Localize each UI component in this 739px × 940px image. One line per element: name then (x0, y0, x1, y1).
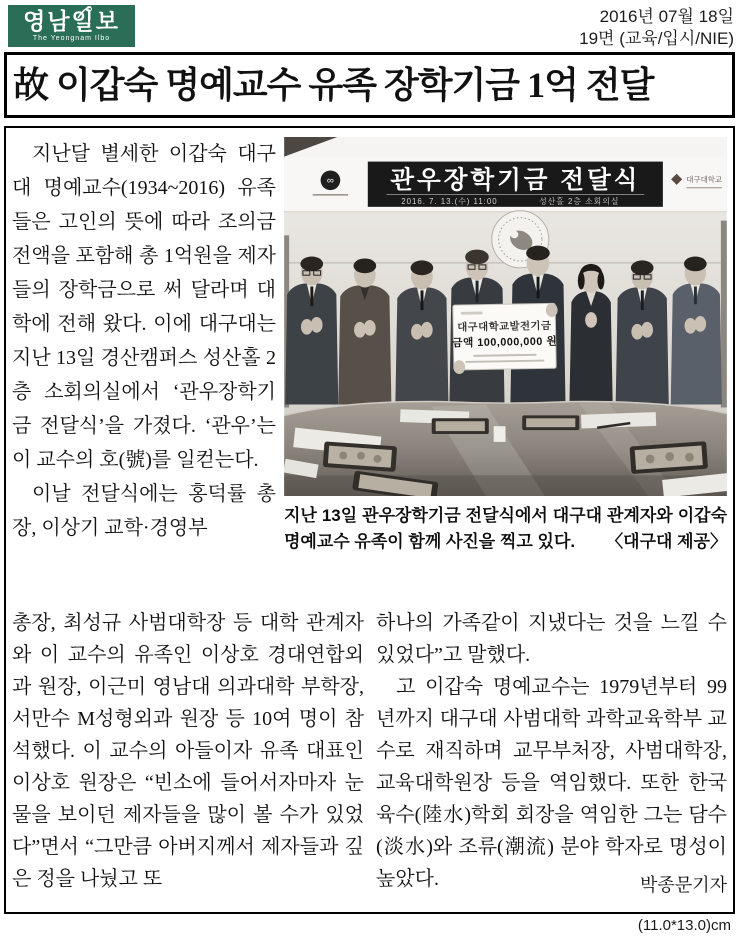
banner (284, 157, 727, 212)
issue-date: 2016년 07월 18일 (599, 7, 734, 26)
paragraph: 지난달 별세한 이갑숙 대구대 명예교수(1934~2016) 유족들은 고인의 뜻에 따라 조의금 전액을 포함해 총 1억원을 제자들의 장학금으로 써 달라며 대학에 전해 왔다. 이에 대구대는 지난 13일 경산캠퍼스 성산홀 2층 소회의실에서 ‘관우장학기금 전달식’을 가졌다. ‘관우’는 이 교수의 호(號)를 일컫는다. (12, 143, 276, 471)
news-photo-figure (284, 137, 727, 599)
paragraph: 총장, 최성규 사범대학장 등 대학 관계자와 이 교수의 유족인 이상호 경대연합외과 원장, 이근미 영남대 의과대학 부학장, 서만수 M성형외과 원장 등 10여 명이 참석했다. 이 교수의 아들이자 유족 대표인 이상호 원장은 “빈소에 들어서자마자 눈물을 보이던 제자들을 많이 볼 수가 있었다”면서 “그만큼 아버지께서 제자들과 깊은 정을 나눴고 또 (12, 612, 364, 890)
refreshment-tray (630, 441, 708, 474)
article-top-row (12, 137, 727, 599)
clipping-size-note: (11.0*13.0)cm (637, 917, 731, 934)
news-photo (284, 137, 727, 496)
article-column-3 (376, 607, 727, 901)
refreshment-tray (432, 418, 489, 434)
ceiling (284, 137, 727, 159)
article-column-2 (12, 607, 364, 901)
reporter-byline: 박종문기자 (640, 875, 727, 895)
article-headline: 故 이갑숙 명예교수 유족 장학기금 1억 전달 (13, 65, 654, 105)
photo-credit: 〈대구대 제공〉 (600, 529, 727, 555)
logo-subtitle: The Yeongnam Ilbo (32, 35, 111, 42)
place-card (494, 426, 506, 442)
newspaper-logo (8, 5, 135, 47)
page-section-info: 19면 (교육/입시/NIE) (579, 29, 734, 48)
article-body-box (4, 126, 735, 914)
paragraph-text: 고 이갑숙 명예교수는 1979년부터 99년까지 대구대 사범대학 과학교육학부 교수로 재직하며 교무부처장, 사범대학장, 교육대학원장 등을 역임했다. 또한 한국육수(陸水)학회 회장을 역임한 그는 담수(淡水)와 조류(潮流) 분야 학자로 명성이 높았다. (376, 676, 727, 890)
refreshment-tray (522, 415, 579, 430)
headline-box (4, 52, 735, 118)
satellite-icon (76, 6, 92, 20)
university-name: 대구대학교 (686, 175, 722, 185)
masthead (0, 0, 739, 50)
conference-table (284, 402, 727, 496)
article-column-1 (12, 137, 276, 599)
check-title: 대구대학교발전기금 (457, 320, 552, 334)
banner-title: 관우장학기금 전달식 (390, 167, 641, 195)
logo-title: 영남일보 (23, 8, 120, 34)
paragraph: 이날 전달식에는 홍덕률 총장, 이상기 교학·경영부 (12, 483, 276, 539)
article-bottom-row (12, 607, 727, 901)
paragraph: 하나의 가족같이 지냈다는 것을 느낄 수 있었다”고 말했다. (376, 612, 727, 666)
banner-place: 성산홀 2층 소회의실 (539, 196, 620, 206)
right-wall-edge (721, 221, 727, 408)
svg-text:∞: ∞ (326, 175, 334, 187)
refreshment-tray (323, 441, 397, 472)
hand (453, 360, 465, 374)
donation-check (451, 303, 557, 370)
caption-text: 지난 13일 관우장학기금 전달식에서 대구대 관계자와 이갑숙 명예교수 유족이 함께 사진을 찍고 있다. (284, 506, 727, 551)
check-amount: 금액 100,000,000 원 (451, 335, 558, 350)
dateline (579, 5, 734, 50)
hand (546, 303, 558, 317)
papers (581, 412, 656, 428)
paragraph (376, 671, 727, 895)
banner-date: 2016. 7. 13.(수) 11:00 (401, 196, 498, 206)
photo-caption (284, 503, 727, 555)
